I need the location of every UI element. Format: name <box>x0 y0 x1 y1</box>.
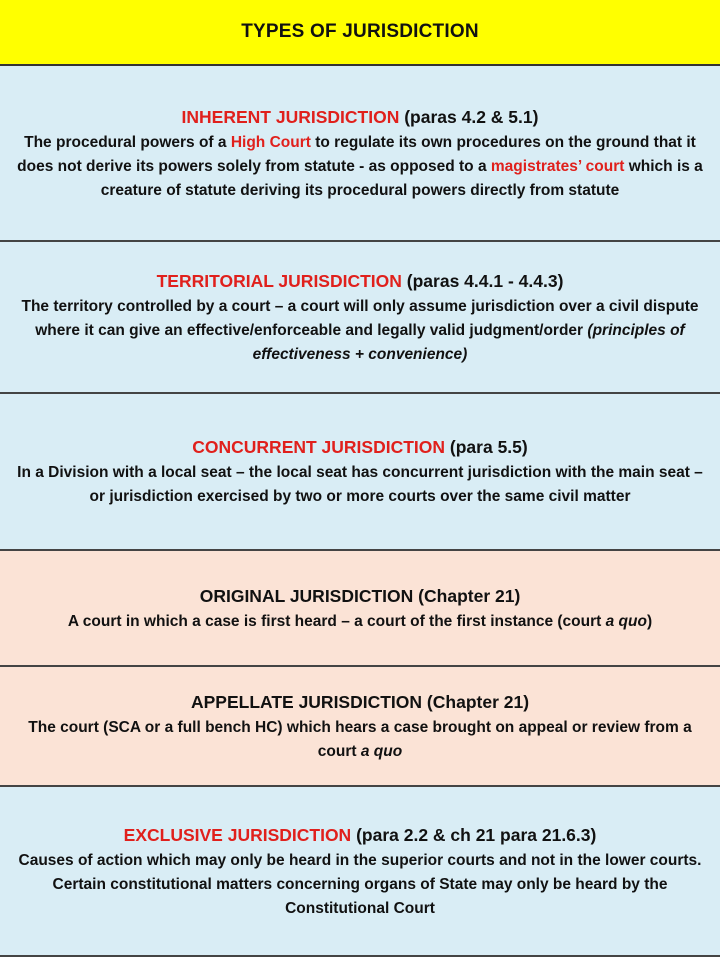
heading-term: CONCURRENT JURISDICTION <box>192 437 446 457</box>
body-text: A court in which a case is first heard – a court of the first instance (court <box>67 612 606 630</box>
section-heading <box>191 689 529 715</box>
section-exclusive-jurisdiction <box>0 787 720 957</box>
body-text: In a Division with a local seat – the local seat has concurrent jurisdiction with the main seat – or jurisdiction exercised by two or more courts over the same civil matter <box>17 464 703 505</box>
section-heading <box>182 104 539 130</box>
heading-term: EXCLUSIVE JURISDICTION <box>123 824 352 845</box>
body-italic-text: a quo <box>360 742 403 760</box>
heading-term: TERRITORIAL JURISDICTION <box>156 270 402 291</box>
page-title: TYPES OF JURISDICTION <box>0 0 720 66</box>
body-text: to regulate its own procedures on the ground that it does not derive its powers solely from statute - as opposed to a <box>17 133 696 175</box>
highlight-magistrates-court: magistrates’ court <box>490 157 625 175</box>
section-body-line: Certain constitutional matters concerning organs of State may only be heard by the Constitutional Court <box>52 875 668 917</box>
section-inherent-jurisdiction <box>0 66 720 242</box>
section-concurrent-jurisdiction <box>0 394 720 551</box>
body-text: The court (SCA or a full bench HC) which hears a case brought on appeal or review from a court <box>28 718 692 760</box>
section-heading <box>124 822 597 848</box>
section-body <box>68 610 652 634</box>
highlight-high-court: High Court <box>230 133 311 151</box>
body-italic-text: (principles of effectiveness + convenience) <box>252 321 685 363</box>
body-text: which is a creature of statute deriving its procedural powers directly from statute <box>100 157 703 199</box>
heading-term: APPELLATE JURISDICTION <box>190 691 423 712</box>
body-italic-text: a quo <box>605 612 647 630</box>
heading-term: INHERENT JURISDICTION <box>181 106 400 127</box>
body-text: The procedural powers of a <box>24 133 231 151</box>
heading-reference: (para 5.5) <box>445 437 528 457</box>
heading-reference: (paras 4.2 & 5.1) <box>399 106 539 127</box>
body-text: ) <box>646 612 653 630</box>
section-heading <box>157 268 564 294</box>
heading-term: ORIGINAL JURISDICTION <box>199 585 414 606</box>
heading-reference: (Chapter 21) <box>413 585 521 606</box>
section-original-jurisdiction <box>0 551 720 667</box>
section-body <box>8 461 712 509</box>
body-text: The territory controlled by a court – a court will only assume jurisdiction over a civil dispute where it can give an effective/enforceable and legally valid judgment/order <box>21 297 699 339</box>
section-appellate-jurisdiction <box>0 667 720 787</box>
heading-reference: (para 2.2 & ch 21 para 21.6.3) <box>351 824 597 845</box>
section-body-line: Causes of action which may only be heard in the superior courts and not in the lower courts. <box>18 851 702 869</box>
section-heading <box>192 434 527 460</box>
section-body <box>8 131 712 203</box>
section-body <box>8 295 712 367</box>
heading-reference: (Chapter 21) <box>422 691 530 712</box>
section-heading <box>200 583 521 609</box>
section-territorial-jurisdiction <box>0 242 720 394</box>
heading-reference: (paras 4.4.1 - 4.4.3) <box>401 270 564 291</box>
section-body <box>8 716 712 764</box>
